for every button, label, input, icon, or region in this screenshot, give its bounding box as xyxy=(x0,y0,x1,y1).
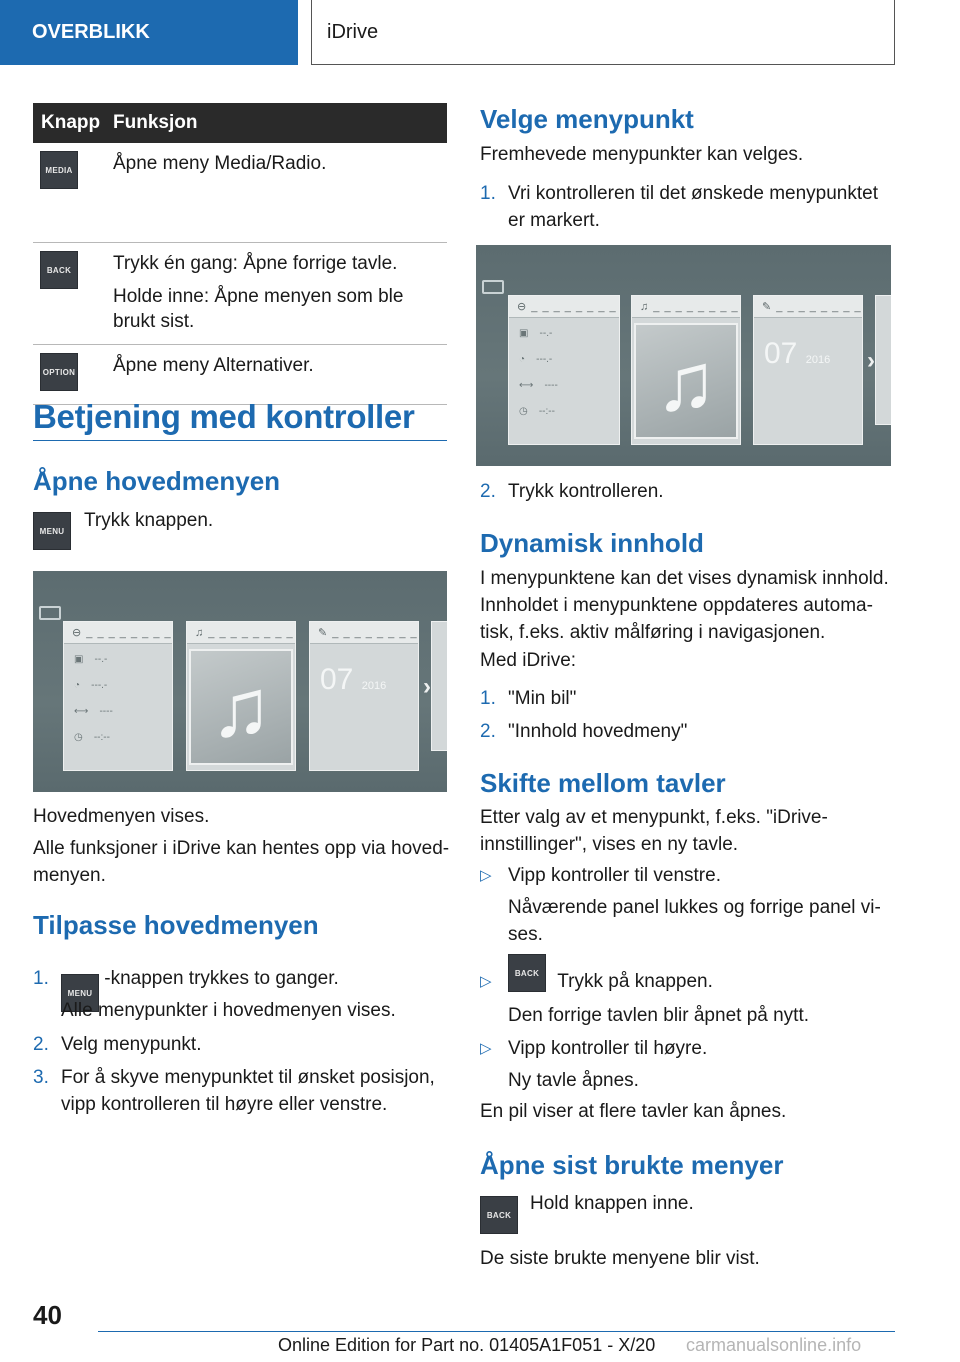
menu-tile-media: ♫ _ _ _ _ _ _ _ _ xyxy=(631,295,741,445)
body-text: Hovedmenyen vises. xyxy=(33,806,210,827)
menu-tile-communication: ✎ _ _ _ _ _ _ _ _ xyxy=(309,621,419,771)
list-item-sub: Nåværende panel lukkes og forrige panel vi-ses. xyxy=(508,897,881,945)
menu-button-icon: MENU xyxy=(33,512,71,550)
body-text: Etter valg av et menypunkt, f.eks. "iDrive-innstillinger", vises en ny tavle. xyxy=(480,807,828,855)
function-text: Åpne meny Media/Radio. xyxy=(113,153,327,174)
back-button-icon: BACK xyxy=(40,251,78,289)
column-header-function: Funksjon xyxy=(105,103,447,143)
body-text: Med iDrive: xyxy=(480,650,577,671)
car-icon xyxy=(39,606,61,620)
edition-text: Online Edition for Part no. 01405A1F051 - X/20 xyxy=(278,1335,656,1355)
menu-tile-next xyxy=(431,621,447,751)
chevron-right-icon: › xyxy=(423,673,431,700)
watermark: carmanualsonline.info xyxy=(686,1335,862,1355)
menu-tile-my-vehicle: ⊖ _ _ _ _ _ _ _ _ ▣ --.- ◔ ---.- ⟷ ---- ◷ --:-- xyxy=(508,295,620,445)
body-text: I menypunktene kan det vises dynamisk innhold. Innholdet i menypunktene oppdateres automa-tisk, f.eks. aktiv målføring i navigasjonen. xyxy=(480,568,889,643)
menu-tile-my-vehicle: ⊖ _ _ _ _ _ _ _ _ ▣ --.- ◔ ---.- ⟷ ---- ◷ --:-- xyxy=(63,621,173,771)
list-item-sub: Den forrige tavlen blir åpnet på nytt. xyxy=(508,1005,810,1026)
section-tab[interactable]: OVERBLIKK xyxy=(0,0,298,65)
function-text: Holde inne: Åpne menyen som ble brukt sist. xyxy=(113,285,404,332)
date-display: 07 2016 xyxy=(320,663,387,696)
table-row xyxy=(33,143,447,242)
instruction-text: Trykk knappen. xyxy=(84,510,214,531)
idrive-main-menu-screenshot xyxy=(476,245,891,466)
footer-divider xyxy=(98,1331,895,1332)
chapter-title: iDrive xyxy=(311,0,895,65)
back-button-icon: BACK xyxy=(508,954,546,992)
body-text: Fremhevede menypunkter kan velges. xyxy=(480,144,804,165)
function-text: Trykk én gang: Åpne forrige tavle. xyxy=(113,252,398,274)
section-heading: Betjening med kontroller xyxy=(33,398,447,441)
menu-tile-communication: ✎ _ _ _ _ _ _ _ _ xyxy=(753,295,863,445)
idrive-main-menu-screenshot xyxy=(33,571,447,792)
function-text: Åpne meny Alternativer. xyxy=(113,354,314,376)
list-item-sub: Alle menypunkter i hovedmenyen vises. xyxy=(61,1000,396,1021)
subheading-switch: Skifte mellom tavler xyxy=(480,768,726,798)
music-note-icon: ♫ xyxy=(189,649,293,765)
subheading-open-main: Åpne hovedmenyen xyxy=(33,466,281,496)
table-row xyxy=(33,344,447,404)
body-text: Alle funksjoner i iDrive kan hentes opp via hoved-menyen. xyxy=(33,838,450,886)
list-item-sub: Ny tavle åpnes. xyxy=(508,1070,639,1091)
subheading-last-used: Åpne sist brukte menyer xyxy=(480,1150,784,1180)
table-row xyxy=(33,242,447,344)
music-note-icon: ♫ xyxy=(634,323,738,439)
body-text: En pil viser at flere tavler kan åpnes. xyxy=(480,1101,787,1122)
column-header-button: Knapp xyxy=(33,103,105,143)
chevron-right-icon: › xyxy=(867,347,875,374)
menu-tile-next xyxy=(875,295,891,425)
option-button-icon: OPTION xyxy=(40,353,78,391)
menu-tile-media: ♫ _ _ _ _ _ _ _ _ xyxy=(186,621,296,771)
subheading-dynamic: Dynamisk innhold xyxy=(480,528,704,558)
date-display: 07 2016 xyxy=(764,337,831,370)
back-button-icon: BACK xyxy=(480,1196,518,1234)
instruction-text: Hold knappen inne. xyxy=(530,1193,694,1214)
subheading-select: Velge menypunkt xyxy=(480,104,694,134)
button-function-table xyxy=(33,103,447,405)
body-text: De siste brukte menyene blir vist. xyxy=(480,1248,760,1269)
subheading-customize: Tilpasse hovedmenyen xyxy=(33,910,319,940)
car-icon xyxy=(482,280,504,294)
media-button-icon: MEDIA xyxy=(40,151,78,189)
menu-button-icon: MENU xyxy=(61,974,99,1012)
page-number: 40 xyxy=(33,1300,62,1330)
